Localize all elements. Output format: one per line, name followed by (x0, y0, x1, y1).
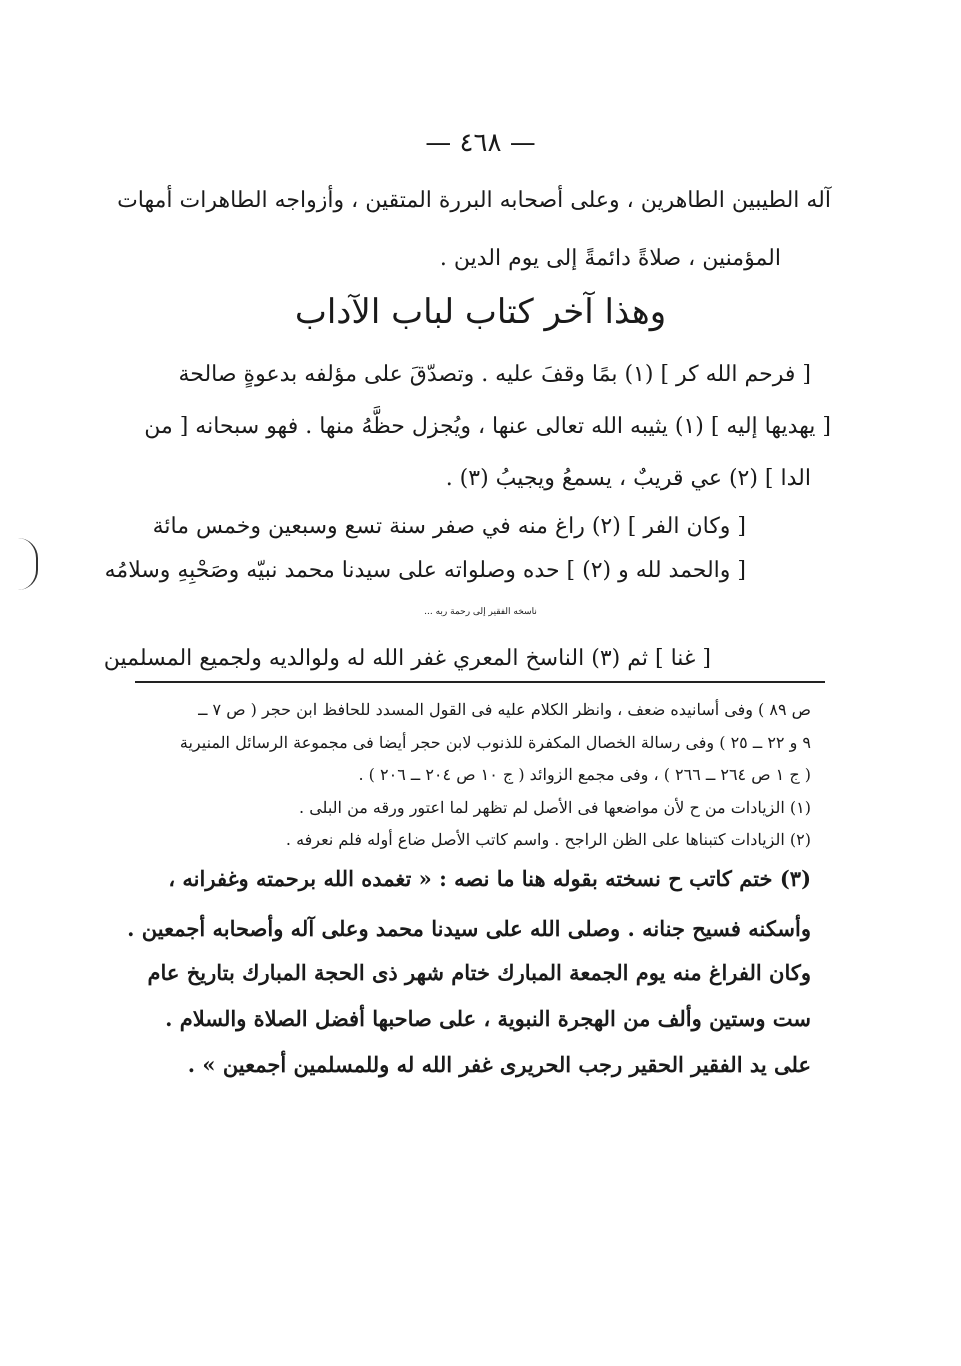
colophon-line-7: [ غنا ] ثم (٣) الناسخ المعري غفر الله له ولوالديه ولجميع المسلمين (103, 646, 711, 671)
colophon-line-2: [ يهديها إليه ] (١) يثيبه الله تعالى عنها ، ويُجزل حظَّهُ منها . فهو سبحانه [ من (144, 414, 831, 439)
closing-title: وهذا آخر كتاب لباب الآداب (294, 292, 667, 332)
colophon-line-6: ناسخه الفقير إلى رحمة ربه ... (424, 607, 537, 617)
colophon-line-4: [ وكان الفر ] (٢) راغ منه في صفر سنة تسع وسبعين وخمس مائة (152, 514, 746, 539)
colophon-line-3: الدا ] (٢) عي قريبٌ ، يسمعُ ويجيبُ (٣) . (445, 466, 811, 491)
margin-bracket-mark (16, 538, 38, 590)
footnote-continuation-2: ٩ و ٢٢ ــ ٢٥ ) وفى رسالة الخصال المكفرة للذنوب لابن حجر أيضا فى مجموعة الرسائل المنيرية (179, 733, 811, 752)
footnote-divider (135, 681, 825, 683)
footnote-2: (٢) الزيادات كتبناها على الظن الراجح . واسم كاتب الأصل ضاع أوله فلم نعرفه . (285, 830, 811, 849)
footnote-continuation-3: ( ج ١ ص ٢٦٤ ــ ٢٦٦ ) ، وفى مجمع الزوائد ( ج ١٠ ص ٢٠٤ ــ ٢٠٦ ) . (358, 765, 811, 784)
footnote-3-line-5: على يد الفقير الحقير رجب الحريرى غفر الله له وللمسلمين أجمعين » . (187, 1052, 811, 1077)
body-line-1: آله الطيبين الطاهرين ، وعلى أصحابه البررة المتقين ، وأزواجه الطاهرات أمهات (117, 188, 831, 213)
colophon-line-1: [ فرحم الله كر ] (١) بمًا وقفَ عليه . وتصدّقَ على مؤلفه بدعوةٍ صالحة (178, 362, 811, 387)
footnote-3-line-4: ست وستين وألف من الهجرة النبوية ، على صاحبها أفضل الصلاة والسلام . (165, 1006, 811, 1031)
footnote-3-line-2: وأسكنه فسيح جنانه . وصلى الله على سيدنا محمد وعلى آله وأصحابه أجمعين . (127, 916, 811, 941)
footnote-3-line-3: وكان الفراغ منه يوم الجمعة المبارك ختام شهر ذى الحجة المبارك بتاريخ عام (147, 960, 811, 985)
body-line-2: المؤمنين ، صلاةً دائمةً إلى يوم الدين . (439, 246, 781, 271)
page-number: — ٤٦٨ — (425, 128, 536, 158)
footnote-3-line-1: (٣) ختم كاتب ح نسخته بقوله هنا ما نصه : « تغمده الله برحمته وغفرانه ، (168, 866, 811, 891)
footnote-continuation-1: ص ٨٩ ) وفى أسانيده ضعف ، وانظر الكلام عليه فى القول المسدد للحافظ ابن حجر ( ص ٧ ــ (198, 700, 811, 719)
colophon-line-5: [ والحمد لله و (٢) ] حده وصلواته على سيدنا محمد نبيّه وصَحْبِهِ وسلامُه (104, 558, 746, 583)
footnote-1: (١) الزيادات من ح لأن مواضعها فى الأصل لم تظهر لما اعتور ورقه من البلى . (299, 798, 811, 817)
